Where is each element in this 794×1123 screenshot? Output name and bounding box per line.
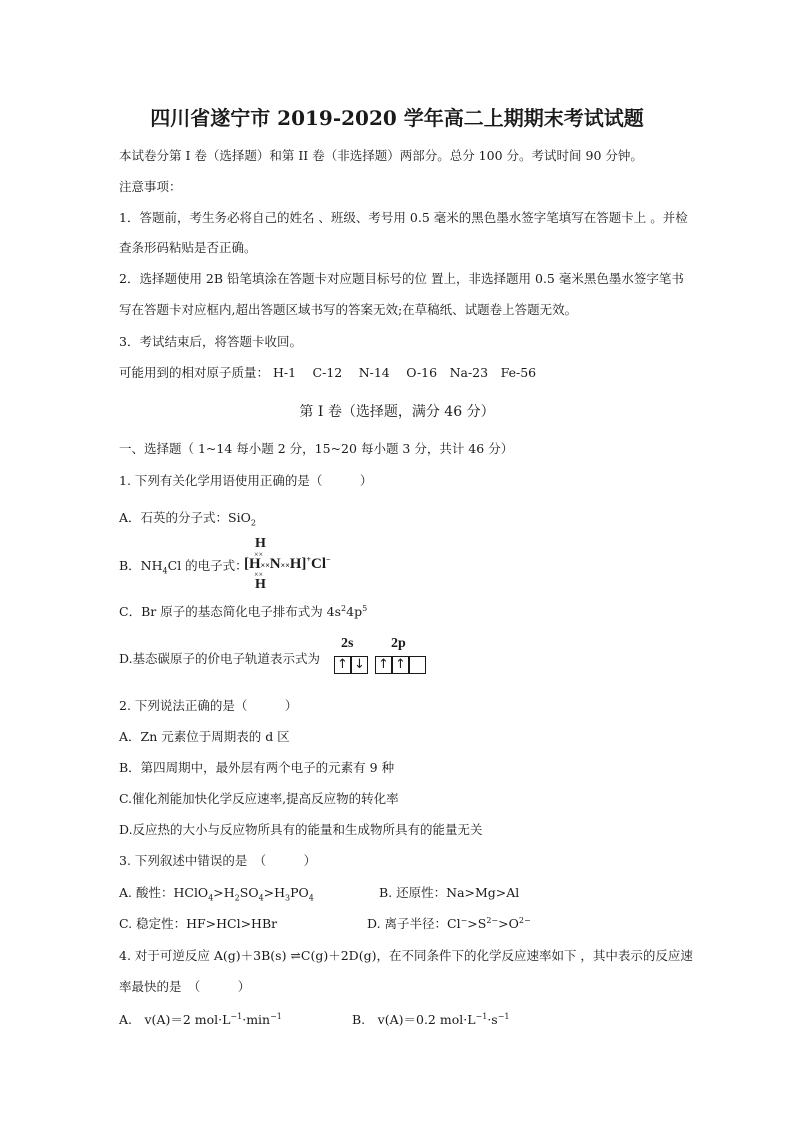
q3-d-sup: 2− <box>518 915 531 925</box>
q1-c-prefix: C．Br 原子的基态简化电子排布式为 4s <box>119 604 342 619</box>
q1-a-text: A．石英的分子式：SiO <box>119 510 251 525</box>
arrow-up-icon: ↑ <box>395 657 406 672</box>
q3-a-part: SO <box>239 885 259 900</box>
orbital-box-2p-2 <box>392 656 409 674</box>
q3-d-sup: − <box>460 915 468 925</box>
orbital-box-2s <box>334 656 351 674</box>
section-title: 第 I 卷（选择题，满分 46 分） <box>299 404 495 420</box>
q1-stem: 1. 下列有关化学用语使用正确的是（ ） <box>119 473 373 488</box>
q3-a-part: >H <box>263 885 286 900</box>
q4-option-a <box>119 1012 282 1028</box>
q2-stem: 2. 下列说法正确的是（ ） <box>119 698 298 713</box>
q1-b-prefix: B．NH <box>119 558 163 573</box>
q4-a-sup: −1 <box>230 1011 243 1021</box>
q3-a-sub: 4 <box>258 893 264 903</box>
q1-a-sub: 2 <box>250 518 256 528</box>
q3-a-part: PO <box>290 885 309 900</box>
q3-d-part: >O <box>498 916 519 931</box>
q2-option-b: B．第四周期中，最外层有两个电子的元素有 9 种 <box>119 760 395 775</box>
bottom-electron-pair: ×× <box>254 570 264 579</box>
q1-option-d: D.基态碳原子的价电子轨道表示式为 <box>119 651 321 666</box>
top-electron-pair: ×× <box>254 550 264 559</box>
formula-right: H] <box>289 556 307 572</box>
q3-d-sup: 2− <box>486 915 499 925</box>
intro-text: 本试卷分第 I 卷（选择题）和第 II 卷（非选择题）两部分。总分 100 分。考试时间 90 分钟。 <box>119 148 643 163</box>
q1-c-sup2: 5 <box>362 603 368 613</box>
notice-heading: 注意事项： <box>119 179 182 194</box>
q4-b-part: B. v(A)＝0.2 mol·L <box>352 1012 476 1027</box>
q3-option-b: B. 还原性：Na>Mg>Al <box>379 885 520 900</box>
atomic-masses: 可能用到的相对原子质量： H-1 C-12 N-14 O-16 Na-23 Fe-56 <box>119 365 537 380</box>
q3-option-d <box>367 916 531 932</box>
right-electron-pair: ×× <box>280 561 290 570</box>
q1-option-b <box>119 558 248 574</box>
page-title: 四川省遂宁市 2019-2020 学年高二上期期末考试试题 <box>150 106 644 130</box>
q3-a-sub: 3 <box>285 893 291 903</box>
left-electron-pair: ×× <box>260 561 270 570</box>
notice-1-line-1: 1．答题前，考生务必将自己的姓名 、班级、考号用 0.5 毫米的黑色墨水签字笔填写在答题卡上 。并检 <box>119 210 688 225</box>
q3-a-part: >H <box>213 885 235 900</box>
q4-a-part: A. v(A)＝2 mol·L <box>119 1012 231 1027</box>
q3-d-part: >S <box>467 916 487 931</box>
q1-b-sub: 4 <box>162 566 168 576</box>
q3-a-sub: 2 <box>234 893 240 903</box>
arrow-up-icon: ↑ <box>337 657 348 672</box>
q1-b-rest: Cl 的电子式： <box>167 558 248 573</box>
notice-2-line-1: 2．选择题使用 2B 铅笔填涂在答题卡对应题目标号的位 置上，非选择题用 0.5 毫米黑色墨水签字笔书 <box>119 271 684 286</box>
orbital-box-2p-3 <box>409 656 426 674</box>
top-hydrogen: H <box>255 536 266 551</box>
q2-option-a: A．Zn 元素位于周期表的 d 区 <box>119 729 290 744</box>
q2-option-d: D.反应热的大小与反应物所具有的能量和生成物所具有的能量无关 <box>119 822 483 837</box>
q1-c-sup1: 2 <box>341 603 347 613</box>
notice-3: 3．考试结束后，将答题卡收回。 <box>119 334 302 349</box>
q2-option-c: C.催化剂能加快化学反应速率,提高反应物的转化率 <box>119 791 399 806</box>
q3-option-a <box>119 885 314 901</box>
q4-option-b <box>352 1012 510 1028</box>
q4-b-sup: −1 <box>475 1011 488 1021</box>
bottom-hydrogen: H <box>255 577 266 592</box>
q3-a-sub: 4 <box>208 893 214 903</box>
formula-n: N <box>269 556 281 572</box>
q1-option-a <box>119 510 256 526</box>
q4-b-part: ·s <box>487 1012 498 1027</box>
q4-b-sup: −1 <box>497 1011 510 1021</box>
q4-stem-line-1: 4. 对于可逆反应 A(g)＋3B(s) ⇌C(g)＋2D(g)，在不同条件下的化学反应速率如下 ，其中表示的反应速 <box>119 948 693 963</box>
q4-a-part: ·min <box>242 1012 271 1027</box>
orbital-label-2s: 2s <box>341 636 354 651</box>
orbital-label-2p: 2p <box>391 636 406 651</box>
part-heading: 一、选择题（ 1~14 每小题 2 分，15~20 每小题 3 分，共计 46 分） <box>119 441 514 456</box>
q3-option-c: C. 稳定性：HF>HCl>HBr <box>119 916 278 931</box>
arrow-up-icon: ↑ <box>378 657 389 672</box>
electron-formula <box>244 538 344 594</box>
notice-1-line-2: 查条形码粘贴是否正确。 <box>119 240 257 255</box>
q3-a-part: A. 酸性：HClO <box>119 885 209 900</box>
formula-minus: − <box>326 555 331 564</box>
formula-cl: Cl <box>311 556 326 572</box>
formula-plus: + <box>306 555 311 564</box>
orbital-box-2s-second <box>351 656 368 674</box>
q3-stem: 3. 下列叙述中错误的是 （ ） <box>119 853 317 868</box>
q4-stem-line-2: 率最快的是 （ ） <box>119 979 251 994</box>
q1-option-c <box>119 604 367 620</box>
notice-2-line-2: 写在答题卡对应框内,超出答题区域书写的答案无效;在草稿纸、试题卷上答题无效。 <box>119 302 578 317</box>
formula-left: [H <box>244 556 261 572</box>
q1-c-mid: 4p <box>346 604 363 619</box>
q3-d-part: D. 离子半径：Cl <box>367 916 461 931</box>
q3-a-sub: 4 <box>308 893 314 903</box>
arrow-down-icon: ↓ <box>354 657 365 672</box>
q4-a-sup: −1 <box>270 1011 282 1021</box>
orbital-box-2p-1 <box>375 656 392 674</box>
